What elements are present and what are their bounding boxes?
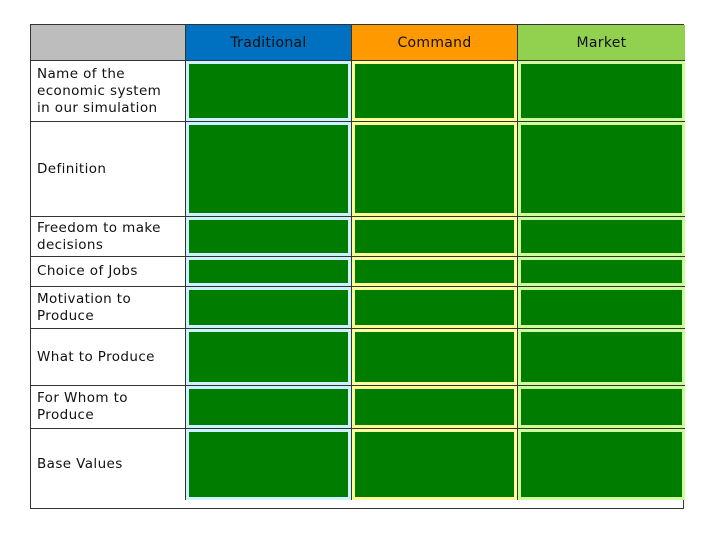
answer-cell-traditional-definition[interactable]	[186, 122, 352, 217]
answer-cell-command-values[interactable]	[352, 429, 518, 500]
answer-cell-traditional-jobs[interactable]	[186, 257, 352, 287]
answer-cell-market-jobs[interactable]	[518, 257, 685, 287]
answer-cover	[189, 64, 348, 118]
answer-cover	[189, 389, 348, 425]
row-label-base-values: Base Values	[31, 429, 186, 500]
column-header-command: Command	[352, 25, 518, 61]
answer-cover	[521, 389, 682, 425]
answer-cover	[189, 260, 348, 283]
answer-cover	[521, 432, 682, 497]
answer-cell-market-values[interactable]	[518, 429, 685, 500]
row-label-freedom: Freedom to make decisions	[31, 217, 186, 257]
answer-cell-command-definition[interactable]	[352, 122, 518, 217]
column-header-traditional: Traditional	[186, 25, 352, 61]
answer-cover	[355, 125, 514, 213]
answer-cell-traditional-system-name[interactable]	[186, 61, 352, 122]
answer-cover	[189, 432, 348, 497]
answer-cell-command-freedom[interactable]	[352, 217, 518, 257]
answer-cover	[521, 220, 682, 253]
answer-cell-market-motivation[interactable]	[518, 287, 685, 329]
economic-systems-table	[30, 24, 684, 509]
answer-cell-command-system-name[interactable]	[352, 61, 518, 122]
answer-cover	[521, 260, 682, 283]
answer-cell-market-what[interactable]	[518, 329, 685, 386]
answer-cover	[355, 220, 514, 253]
answer-cell-command-jobs[interactable]	[352, 257, 518, 287]
answer-cell-market-system-name[interactable]	[518, 61, 685, 122]
answer-cover	[189, 332, 348, 382]
row-label-choice-of-jobs: Choice of Jobs	[31, 257, 186, 287]
answer-cell-market-definition[interactable]	[518, 122, 685, 217]
answer-cover	[189, 125, 348, 213]
answer-cell-traditional-motivation[interactable]	[186, 287, 352, 329]
answer-cell-market-freedom[interactable]	[518, 217, 685, 257]
answer-cover	[355, 432, 514, 497]
table-corner-cell	[31, 25, 186, 61]
answer-cell-command-motivation[interactable]	[352, 287, 518, 329]
answer-cell-traditional-values[interactable]	[186, 429, 352, 500]
row-label-system-name: Name of the economic system in our simulation	[31, 61, 186, 122]
row-label-motivation: Motivation to Produce	[31, 287, 186, 329]
answer-cover	[355, 290, 514, 325]
answer-cover	[521, 64, 682, 118]
answer-cover	[189, 220, 348, 253]
answer-cell-market-for-whom[interactable]	[518, 386, 685, 429]
row-label-for-whom: For Whom to Produce	[31, 386, 186, 429]
answer-cover	[521, 125, 682, 213]
answer-cover	[355, 260, 514, 283]
answer-cell-traditional-for-whom[interactable]	[186, 386, 352, 429]
answer-cell-command-what[interactable]	[352, 329, 518, 386]
answer-cover	[355, 64, 514, 118]
answer-cover	[521, 332, 682, 382]
answer-cover	[189, 290, 348, 325]
answer-cover	[521, 290, 682, 325]
column-header-market: Market	[518, 25, 685, 61]
answer-cell-traditional-what[interactable]	[186, 329, 352, 386]
row-label-what-to-produce: What to Produce	[31, 329, 186, 386]
answer-cover	[355, 332, 514, 382]
answer-cover	[355, 389, 514, 425]
answer-cell-traditional-freedom[interactable]	[186, 217, 352, 257]
row-label-definition: Definition	[31, 122, 186, 217]
answer-cell-command-for-whom[interactable]	[352, 386, 518, 429]
